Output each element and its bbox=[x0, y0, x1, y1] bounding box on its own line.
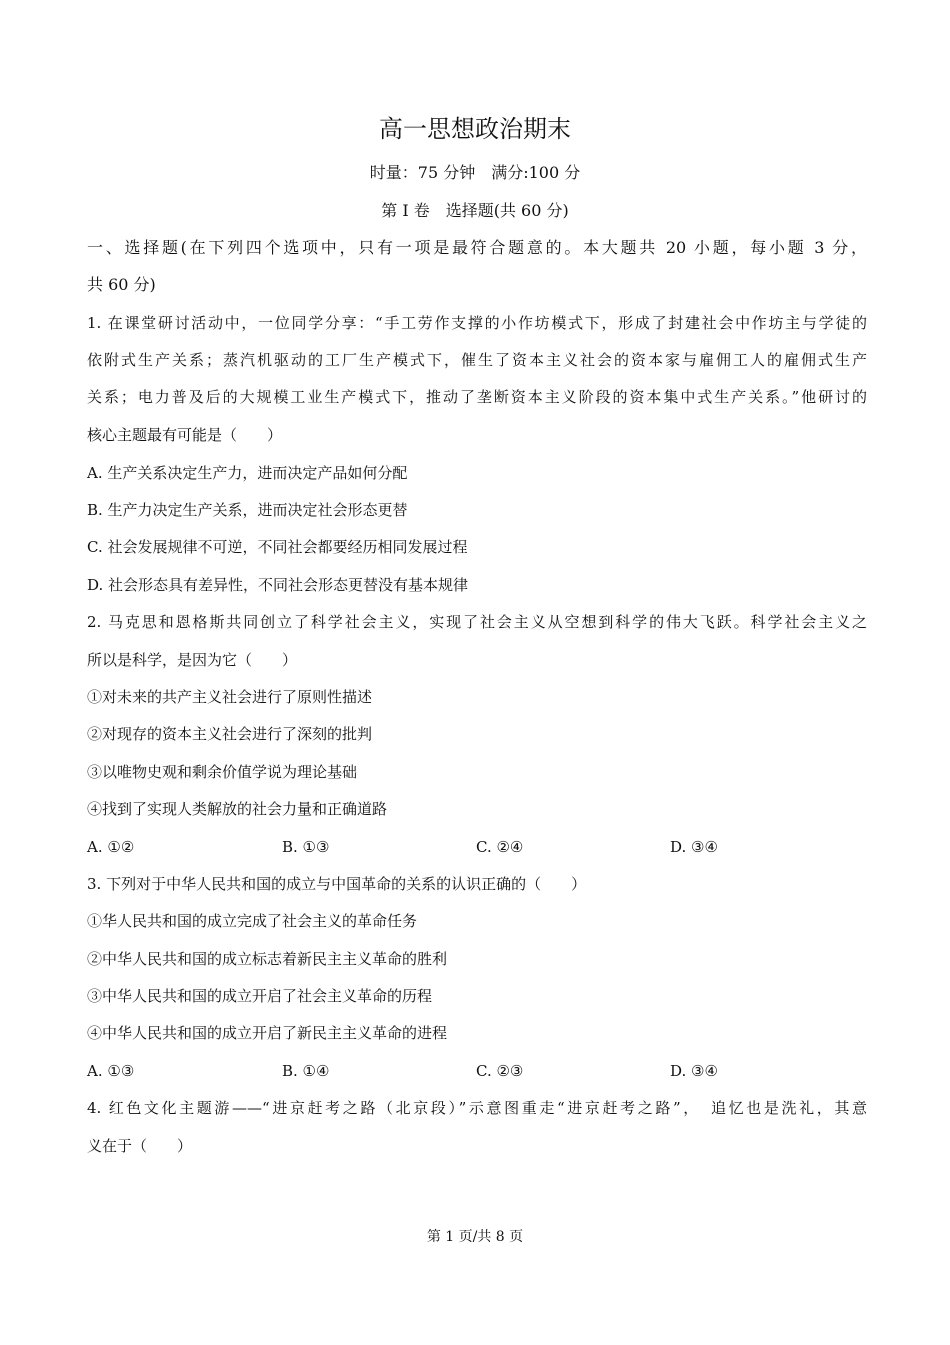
question-4-stem-line-2: 义在于（ ） bbox=[87, 1137, 193, 1155]
exam-time-score: 时量：75 分钟 满分:100 分 bbox=[369, 163, 581, 182]
question-2-stem-line-1: 2. 马克思和恩格斯共同创立了科学社会主义，实现了社会主义从空想到科学的伟大飞跃。科学社会主义之 bbox=[87, 613, 867, 631]
question-1-stem-line-4: 核心主题最有可能是（ ） bbox=[87, 426, 283, 444]
question-3-option-b: B. ①④ bbox=[282, 1062, 330, 1080]
question-2-statement-1: ①对未来的共产主义社会进行了原则性描述 bbox=[87, 688, 373, 706]
question-2-stem-line-2: 所以是科学，是因为它（ ） bbox=[87, 651, 298, 669]
question-1-option-c: C. 社会发展规律不可逆，不同社会都要经历相同发展过程 bbox=[87, 538, 468, 556]
question-3-option-c: C. ②③ bbox=[476, 1062, 524, 1080]
page-number: 第 1 页/共 8 页 bbox=[426, 1229, 524, 1245]
question-2-option-b: B. ①③ bbox=[282, 838, 330, 856]
question-1-option-d: D. 社会形态具有差异性，不同社会形态更替没有基本规律 bbox=[87, 576, 469, 594]
question-2-statement-3: ③以唯物史观和剩余价值学说为理论基础 bbox=[87, 763, 358, 781]
question-2-option-a: A. ①② bbox=[87, 838, 135, 856]
question-3-stem: 3. 下列对于中华人民共和国的成立与中国革命的关系的认识正确的（ ） bbox=[87, 875, 587, 893]
question-3-statement-4: ④中华人民共和国的成立开启了新民主主义革命的进程 bbox=[87, 1024, 448, 1042]
question-2-statement-4: ④找到了实现人类解放的社会力量和正确道路 bbox=[87, 800, 388, 818]
question-3-statement-2: ②中华人民共和国的成立标志着新民主主义革命的胜利 bbox=[87, 950, 448, 968]
question-2-option-c: C. ②④ bbox=[476, 838, 524, 856]
question-3-option-a: A. ①③ bbox=[87, 1062, 135, 1080]
question-1-stem-line-3: 关系；电力普及后的大规模工业生产模式下，推动了垄断资本主义阶段的资本集中式生产关系。”他研讨的 bbox=[87, 388, 867, 406]
question-1-option-a: A. 生产关系决定生产力，进而决定产品如何分配 bbox=[87, 464, 408, 482]
question-3-statement-3: ③中华人民共和国的成立开启了社会主义革命的历程 bbox=[87, 987, 433, 1005]
question-2-option-d: D. ③④ bbox=[670, 838, 718, 856]
section-instruction-line-1: 一、选择题(在下列四个选项中，只有一项是最符合题意的。本大题共 20 小题，每小题 3 分， bbox=[87, 238, 867, 257]
question-4-stem-line-1: 4. 红色文化主题游——“进京赶考之路（北京段）”示意图重走“进京赶考之路”， 追忆也是洗礼，其意 bbox=[87, 1099, 867, 1117]
part-heading: 第 I 卷 选择题(共 60 分) bbox=[381, 201, 569, 220]
question-3-option-d: D. ③④ bbox=[670, 1062, 718, 1080]
question-1-stem-line-2: 依附式生产关系；蒸汽机驱动的工厂生产模式下，催生了资本主义社会的资本家与雇佣工人的雇佣式生产 bbox=[87, 351, 867, 369]
section-instruction-line-2: 共 60 分) bbox=[87, 275, 156, 294]
question-2-statement-2: ②对现存的资本主义社会进行了深刻的批判 bbox=[87, 725, 373, 743]
question-1-stem-line-1: 1. 在课堂研讨活动中，一位同学分享：“手工劳作支撑的小作坊模式下，形成了封建社会中作坊主与学徒的 bbox=[87, 314, 867, 332]
exam-title: 高一思想政治期末 bbox=[379, 115, 571, 143]
question-3-statement-1: ①华人民共和国的成立完成了社会主义的革命任务 bbox=[87, 912, 418, 930]
question-1-option-b: B. 生产力决定生产关系，进而决定社会形态更替 bbox=[87, 501, 408, 519]
